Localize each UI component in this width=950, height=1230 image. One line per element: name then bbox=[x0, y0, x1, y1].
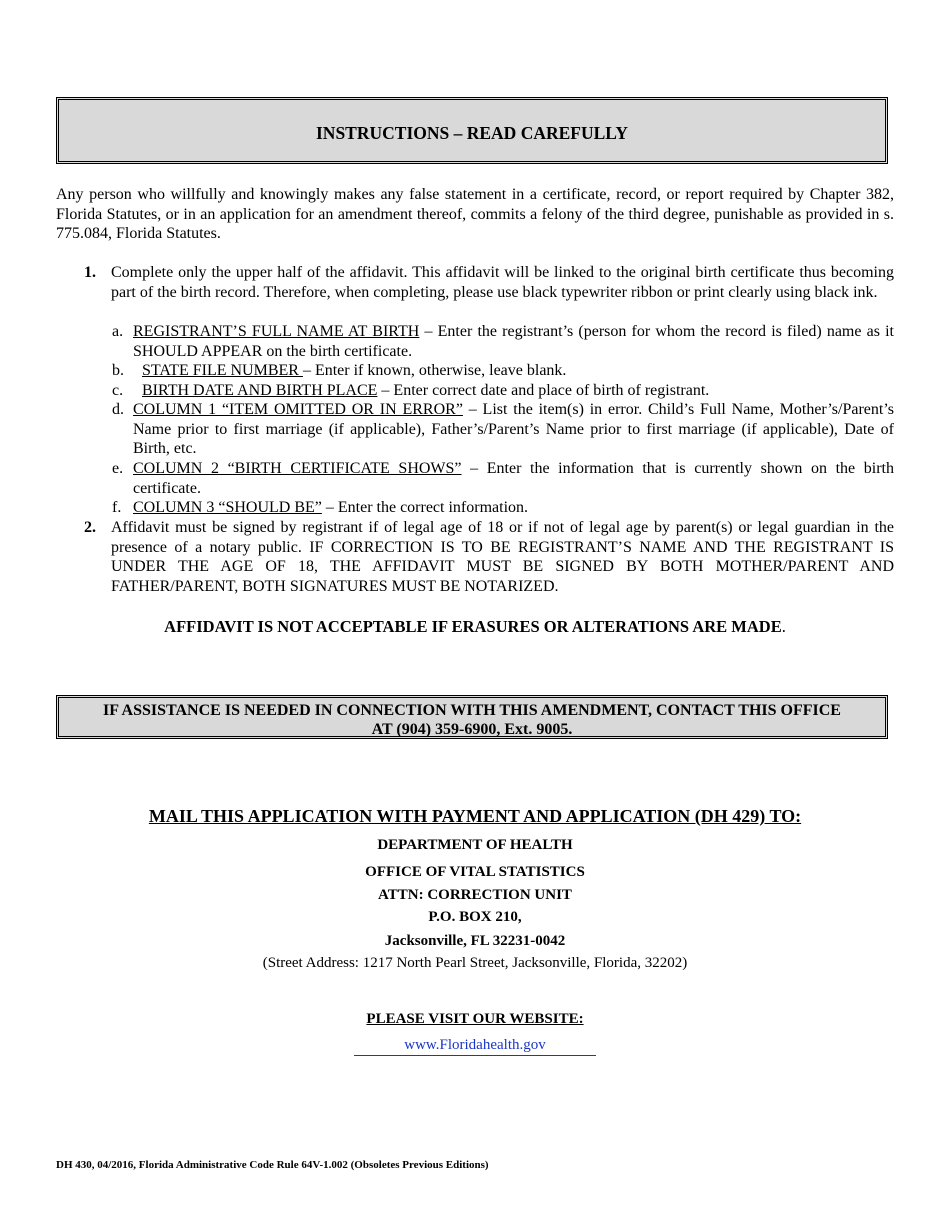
sub-item-b bbox=[112, 361, 894, 381]
street-address: (Street Address: 1217 North Pearl Street, Jacksonville, Florida, 32202) bbox=[262, 955, 688, 971]
sub-item-letter: e. bbox=[112, 460, 124, 477]
sub-item-text: – Enter the registrant’s (person for whom the record is filed) name as it SHOULD APPEAR on the birth certificate. bbox=[133, 323, 895, 360]
item-number: 2. bbox=[84, 519, 96, 536]
sub-item-letter: c. bbox=[112, 382, 124, 399]
sub-item-text: – Enter correct date and place of birth of registrant. bbox=[377, 382, 710, 399]
intro-paragraph: Any person who willfully and knowingly makes any false statement in a certificate, record, or report required by Chapter 382, Florida Statutes, or in an application for an amendment thereof, commits a felony of the third degree, punishable as provided in s. 775.084, Florida Statutes. bbox=[56, 186, 894, 243]
address-line-department: DEPARTMENT OF HEALTH bbox=[377, 837, 573, 853]
website-heading: PLEASE VISIT OUR WEBSITE: bbox=[366, 1011, 584, 1027]
sub-item-c bbox=[112, 381, 894, 401]
not-acceptable-notice bbox=[0, 617, 950, 637]
sub-item-label: BIRTH DATE AND BIRTH PLACE bbox=[142, 382, 378, 399]
instructions-title-box bbox=[56, 97, 888, 164]
form-footer: DH 430, 04/2016, Florida Administrative Code Rule 64V-1.002 (Obsoletes Previous Editions) bbox=[56, 1159, 489, 1171]
address-line-city: Jacksonville, FL 32231-0042 bbox=[384, 933, 566, 949]
sub-item-text: – List the item(s) in error. Child’s Full Name, Mother’s/Parent’s Name prior to first marriage (if applicable), Father’s/Parent’s Name prior to first marriage (if applicable), Date of Birth, etc. bbox=[133, 401, 895, 458]
sub-item-e bbox=[112, 459, 894, 498]
sub-item-label: COLUMN 2 “BIRTH CERTIFICATE SHOWS” bbox=[133, 460, 462, 477]
sub-item-f bbox=[112, 498, 894, 518]
sub-item-label: REGISTRANT’S FULL NAME AT BIRTH bbox=[133, 323, 420, 340]
instruction-item-2 bbox=[84, 518, 894, 596]
assistance-line-2: AT (904) 359-6900, Ext. 9005. bbox=[371, 721, 573, 738]
sub-item-letter: f. bbox=[112, 499, 122, 516]
assistance-line-1: IF ASSISTANCE IS NEEDED IN CONNECTION WITH THIS AMENDMENT, CONTACT THIS OFFICE bbox=[103, 702, 841, 719]
address-line-attn: ATTN: CORRECTION UNIT bbox=[378, 887, 572, 903]
sub-item-text: – Enter if known, otherwise, leave blank. bbox=[302, 362, 567, 379]
sub-item-letter: a. bbox=[112, 323, 124, 340]
sub-item-label: STATE FILE NUMBER bbox=[142, 362, 303, 379]
sub-item-letter: d. bbox=[112, 401, 124, 418]
sub-item-label: COLUMN 1 “ITEM OMITTED OR IN ERROR” bbox=[133, 401, 463, 418]
assistance-box bbox=[56, 695, 888, 739]
not-acceptable-period: . bbox=[781, 617, 786, 636]
sub-item-a bbox=[112, 322, 894, 361]
sub-item-text: – Enter the correct information. bbox=[321, 499, 529, 516]
instruction-item-1 bbox=[84, 263, 894, 302]
sub-item-label: COLUMN 3 “SHOULD BE” bbox=[133, 499, 322, 516]
item-text: Complete only the upper half of the affidavit. This affidavit will be linked to the original birth certificate thus becoming part of the birth record. Therefore, when completing, please use black typewriter ribbon or print clearly using black ink. bbox=[111, 264, 894, 301]
page-title: INSTRUCTIONS – READ CAREFULLY bbox=[316, 123, 628, 143]
website-link[interactable]: www.Floridahealth.gov bbox=[354, 1037, 596, 1056]
address-line-office: OFFICE OF VITAL STATISTICS bbox=[365, 864, 585, 880]
mail-heading: MAIL THIS APPLICATION WITH PAYMENT AND APPLICATION (DH 429) TO: bbox=[148, 806, 802, 826]
item-number: 1. bbox=[84, 264, 96, 281]
sub-item-d bbox=[112, 400, 894, 459]
sub-item-text: – Enter the information that is currently shown on the birth certificate. bbox=[133, 460, 894, 497]
not-acceptable-text: AFFIDAVIT IS NOT ACCEPTABLE IF ERASURES OR ALTERATIONS ARE MADE bbox=[164, 617, 782, 636]
item-text: Affidavit must be signed by registrant if of legal age of 18 or if not of legal age by parent(s) or legal guardian in the presence of a notary public. IF CORRECTION IS TO BE REGISTRANT’S NAME AND THE REGISTRANT IS UNDER THE AGE OF 18, THE AFFIDAVIT MUST BE SIGNED BY BOTH MOTHER/PARENT AND FATHER/PARENT, BOTH SIGNATURES MUST BE NOTARIZED. bbox=[111, 519, 894, 595]
sub-item-letter: b. bbox=[112, 362, 124, 379]
address-line-pobox: P.O. BOX 210, bbox=[428, 909, 522, 925]
